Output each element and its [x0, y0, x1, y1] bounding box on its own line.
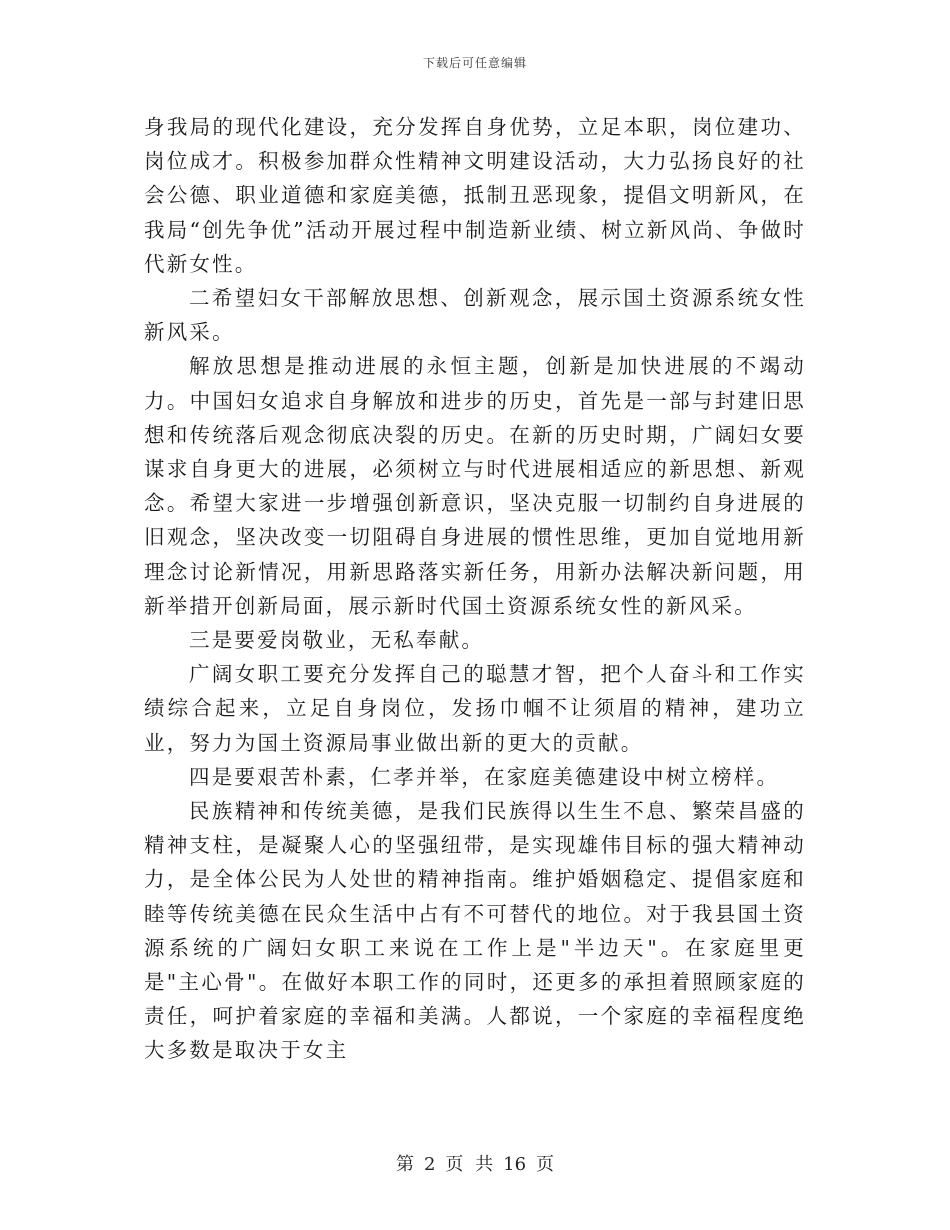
- page-footer: [0, 1150, 950, 1176]
- footer-suffix: 页: [536, 1154, 555, 1175]
- page-header: 下载后可任意编辑: [422, 56, 527, 70]
- paragraph-body: 民族精神和传统美德，是我们民族得以生生不息、繁荣昌盛的精神支柱，是凝聚人心的坚强纽带，是实现雄伟目标的强大精神动力，是全体公民为人处世的精神指南。维护婚姻稳定、提倡家庭和睦等传统美德在民众生活中占有不可替代的地位。对于我县国土资源系统的广阔妇女职工来说在工作上是"半边天"。在家庭里更是"主心骨"。在做好本职工作的同时，还更多的承担着照顾家庭的责任，呵护着家庭的幸福和美满。人都说，一个家庭的幸福程度绝大多数是取决于女主: [144, 799, 806, 1063]
- footer-middle: 页 共: [445, 1154, 494, 1175]
- paragraph-heading-3: 三是要爱岗敬业，无私奉献。: [189, 628, 485, 653]
- paragraph-body: 广阔女职工要充分发挥自己的聪慧才智，把个人奋斗和工作实绩综合起来，立足自身岗位，发扬巾帼不让须眉的精神，建功立业，努力为国土资源局事业做出新的更大的贡献。: [144, 662, 806, 755]
- footer-prefix: 第: [395, 1154, 414, 1175]
- paragraph-continuation: 身我局的现代化建设，充分发挥自身优势，立足本职，岗位建功、岗位成才。积极参加群众性精神文明建设活动，大力弘扬良好的社会公德、职业道德和家庭美德，抵制丑恶现象，提倡文明新风，在我局“创先争优”活动开展过程中制造新业绩、树立新风尚、争做时代新女性。: [144, 115, 806, 276]
- total-pages: 16: [503, 1154, 527, 1175]
- paragraph-heading-4: 四是要艰苦朴素，仁孝并举，在家庭美德建设中树立榜样。: [189, 764, 780, 789]
- document-body: [144, 110, 806, 1068]
- page-number: 2: [423, 1154, 436, 1175]
- paragraph-body: 解放思想是推动进展的永恒主题，创新是加快进展的不竭动力。中国妇女追求自身解放和进步的历史，首先是一部与封建旧思想和传统落后观念彻底决裂的历史。在新的历史时期，广阔妇女要谋求自身更大的进展，必须树立与时代进展相适应的新思想、新观念。希望大家进一步增强创新意识，坚决克服一切制约自身进展的旧观念，坚决改变一切阻碍自身进展的惯性思维，更加自觉地用新理念讨论新情况，用新思路落实新任务，用新办法解决新问题，用新举措开创新局面，展示新时代国土资源系统女性的新风采。: [144, 354, 806, 618]
- paragraph-heading-2: 二希望妇女干部解放思想、创新观念，展示国土资源系统女性新风采。: [144, 286, 806, 345]
